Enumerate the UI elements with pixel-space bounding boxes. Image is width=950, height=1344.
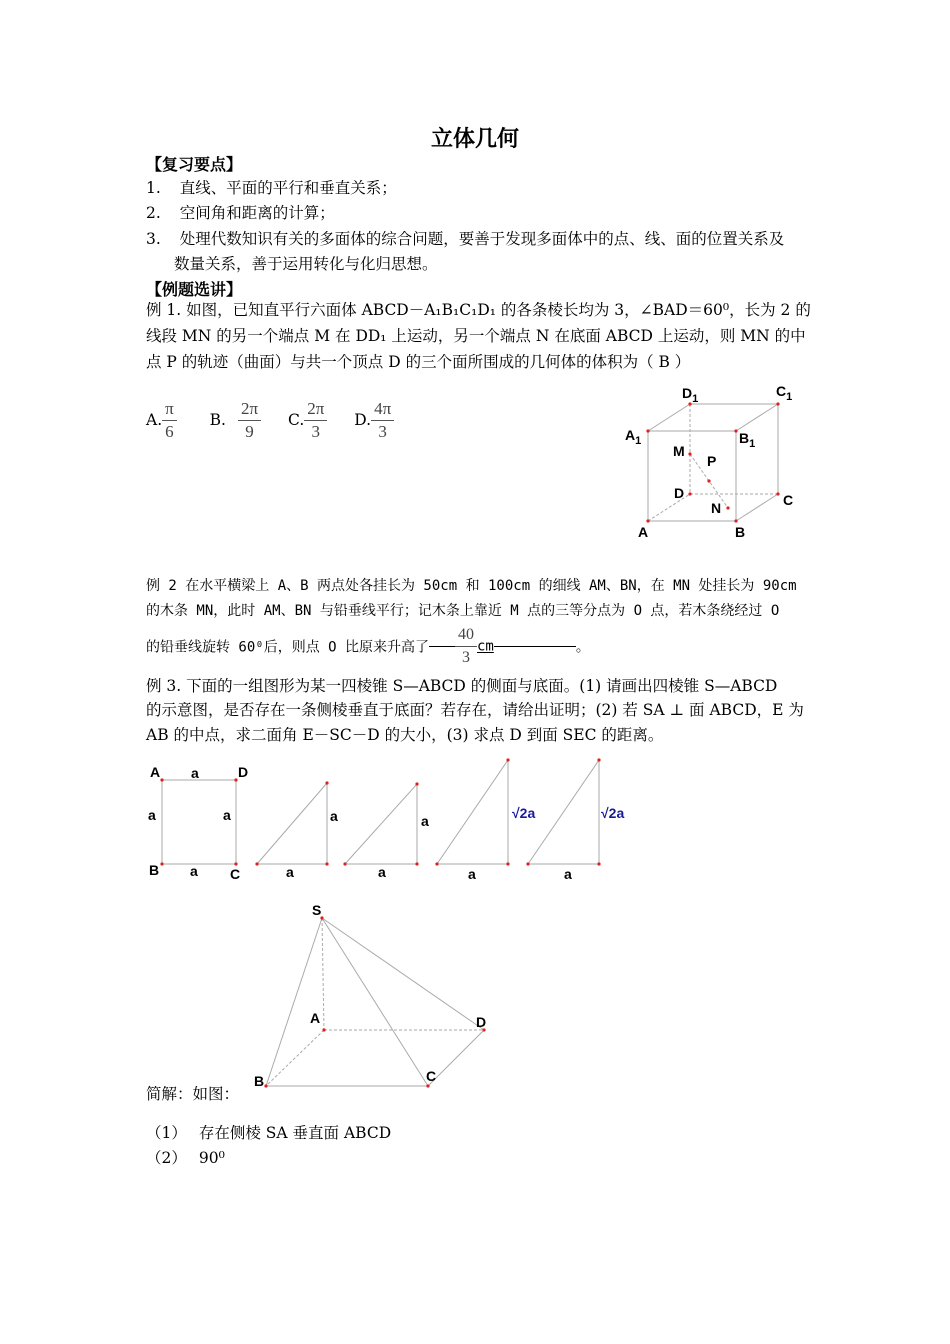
label-a1: $A_1$	[625, 427, 642, 447]
page-title: 立体几何	[430, 127, 519, 152]
solution-item: （2） 90⁰	[146, 1149, 225, 1167]
item-text: 空间角和距离的计算；	[179, 204, 335, 222]
list-item	[146, 227, 784, 251]
label-n: N	[711, 500, 722, 516]
ex3-line3: AB 的中点，求二面角 E－SC－D 的大小，(3) 求点 D 到面 SEC 的距离。	[146, 726, 664, 744]
answer-fraction: $\frac{40}{3}$	[455, 624, 477, 669]
net-edge-a: a	[190, 863, 198, 879]
label-c: C	[783, 492, 794, 508]
net-edge-a: a	[223, 807, 231, 823]
list-item	[146, 201, 335, 225]
ex2-line3: 的铅垂线旋转 60⁰后，则点 O 比原来升高了 $\frac{40}{3}$ cm 。	[146, 624, 590, 669]
pyramid-label-c: C	[426, 1068, 437, 1084]
net-edge-a: a	[468, 866, 476, 882]
label-m: M	[673, 443, 685, 459]
item-text-continued: 数量关系，善于运用转化与化归思想。	[174, 255, 438, 273]
ex1-line1: 例 1. 如图，已知直平行六面体 ABCD－A₁B₁C₁D₁ 的各条棱长均为 3，∠BAD＝60⁰，长为 2 的	[146, 301, 811, 319]
item-number: 2.	[146, 204, 161, 222]
net-edge-a: a	[564, 866, 572, 882]
solution-item: （1） 存在侧棱 SA 垂直面 ABCD	[146, 1124, 392, 1142]
option-a: A. $\frac{\pi}{6}$	[146, 411, 177, 429]
net-edge-a: a	[148, 807, 156, 823]
solution-intro: 简解：如图：	[146, 1085, 240, 1103]
examples-heading: 【例题选讲】	[146, 280, 243, 299]
label-d: D	[674, 485, 685, 501]
item-number: 3.	[146, 230, 161, 248]
label-c1: $C_1$	[776, 383, 793, 403]
item-number: 1.	[146, 179, 161, 197]
ex2-line2: 的木条 MN，此时 AM、BN 与铅垂线平行；记木条上靠近 M 点的三等分点为 O 点，若木条绕经过 O	[146, 603, 780, 619]
label-b: B	[735, 524, 746, 540]
pyramid-label-s: S	[312, 902, 322, 918]
item-text: 直线、平面的平行和垂直关系；	[179, 179, 397, 197]
net-edge-a: a	[286, 864, 294, 880]
pyramid-label-a: A	[310, 1010, 321, 1026]
option-d: D. $\frac{4\pi}{3}$	[354, 411, 394, 429]
review-heading: 【复习要点】	[146, 155, 243, 174]
label-d1: $D_1$	[682, 385, 699, 405]
ex1-line2: 线段 MN 的另一个端点 M 在 DD₁ 上运动，另一个端点 N 在底面 ABCD 上运动，则 MN 的中	[146, 327, 806, 345]
parallelepiped-figure	[618, 378, 808, 548]
net-label-c: C	[230, 866, 241, 882]
net-label-d: D	[238, 764, 249, 780]
net-edge-root2a: √2a	[601, 805, 625, 821]
net-label-a: A	[150, 764, 161, 780]
pyramid-label-d: D	[476, 1014, 487, 1030]
pyramid-net-figure	[140, 758, 625, 888]
option-c: C. $\frac{2\pi}{3}$	[288, 411, 327, 429]
net-edge-a: a	[330, 808, 338, 824]
pyramid-label-b: B	[254, 1073, 265, 1089]
label-p: P	[707, 453, 717, 469]
ex1-options	[146, 398, 394, 443]
pyramid-figure	[248, 896, 498, 1096]
option-b: B. $\frac{2\pi}{9}$	[210, 411, 261, 429]
net-edge-a: a	[378, 864, 386, 880]
ex3-line1: 例 3. 下面的一组图形为某一四棱锥 S—ABCD 的侧面与底面。(1) 请画出四棱锥 S—ABCD	[146, 677, 778, 695]
net-edge-a: a	[421, 813, 429, 829]
net-label-b: B	[149, 862, 160, 878]
label-a: A	[638, 524, 649, 540]
net-edge-root2a: √2a	[512, 805, 536, 821]
list-item	[146, 176, 397, 200]
ex3-line2: 的示意图，是否存在一条侧棱垂直于底面？若存在，请给出证明；(2) 若 SA ⊥ 面 ABCD，E 为	[146, 701, 804, 719]
item-text: 处理代数知识有关的多面体的综合问题，要善于发现多面体中的点、线、面的位置关系及	[179, 230, 785, 248]
ex1-line3: 点 P 的轨迹（曲面）与共一个顶点 D 的三个面所围成的几何体的体积为（ B ）	[146, 353, 691, 371]
net-edge-a: a	[191, 765, 199, 781]
ex2-line1: 例 2 在水平横梁上 A、B 两点处各挂长为 50cm 和 100cm 的细线 AM、BN，在 MN 处挂长为 90cm	[146, 578, 797, 594]
label-b1: $B_1$	[739, 430, 756, 450]
